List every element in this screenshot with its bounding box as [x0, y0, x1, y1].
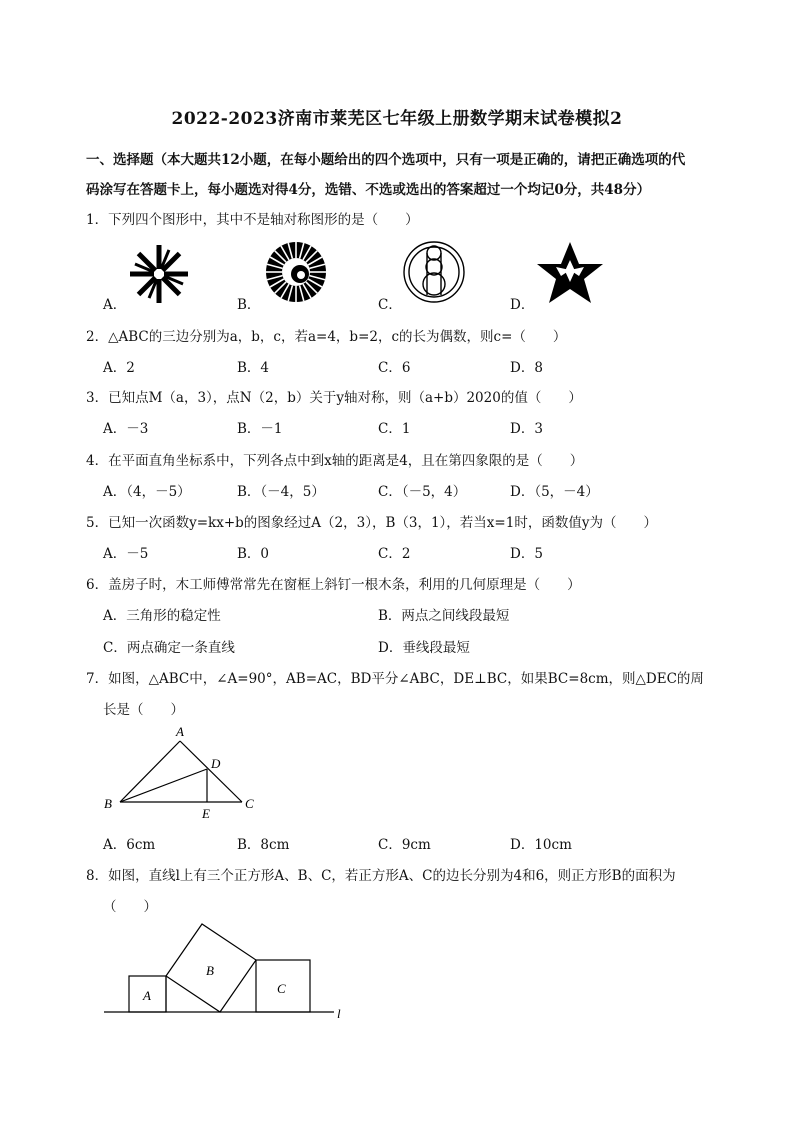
question-5-option-d[interactable]: D．5 [510, 546, 543, 562]
question-2-option-c[interactable]: C．6 [378, 360, 411, 376]
figure-1c-circles-icon [402, 240, 466, 304]
question-2-stem: 2．△ABC的三边分别为a，b，c，若a=4，b=2，c的长为偶数，则c=（ ） [86, 329, 567, 345]
figure-1a-sunburst-icon [128, 243, 190, 305]
section-header-line1: 一、选择题（本大题共12小题，在每小题给出的四个选项中，只有一项是正确的，请把正确选项的代 [86, 152, 686, 168]
figure-1b-spiral-icon [264, 240, 328, 304]
section-header-line2: 码涂写在答题卡上，每小题选对得4分，选错、不选或选出的答案超过一个均记0分，共48分） [86, 182, 651, 198]
question-3-option-b[interactable]: B．－1 [237, 421, 283, 437]
question-1-option-b[interactable]: B． [237, 297, 261, 313]
q7-label-b: B [104, 796, 112, 811]
question-2-option-a[interactable]: A．2 [103, 360, 135, 376]
page-title: 2022-2023济南市莱芜区七年级上册数学期末试卷模拟2 [171, 109, 623, 129]
question-7-option-b[interactable]: B．8cm [237, 837, 290, 853]
question-1-option-d[interactable]: D． [510, 297, 535, 313]
question-7-triangle-figure [96, 722, 266, 822]
question-3-option-d[interactable]: D．3 [510, 421, 543, 437]
question-8-stem-line2: （ ） [103, 899, 157, 915]
question-6-option-b[interactable]: B．两点之间线段最短 [378, 608, 510, 624]
q7-label-d: D [211, 756, 221, 771]
question-7-option-d[interactable]: D．10cm [510, 837, 572, 853]
question-6-option-d[interactable]: D．垂线段最短 [378, 640, 470, 656]
question-8-stem-line1: 8．如图，直线l上有三个正方形A、B、C，若正方形A、C的边长分别为4和6，则正方形B的面积为 [86, 868, 676, 884]
question-3-stem: 3．已知点M（a，3），点N（2，b）关于y轴对称，则（a+b）2020的值（ ） [86, 390, 582, 406]
q8-label-c: C [277, 981, 286, 996]
question-3-option-c[interactable]: C．1 [378, 421, 411, 437]
q7-label-e: E [202, 806, 210, 821]
q8-label-b: B [206, 963, 214, 978]
question-1-option-a[interactable]: A． [103, 297, 127, 313]
q7-label-c: C [245, 796, 254, 811]
question-6-option-c[interactable]: C．两点确定一条直线 [103, 640, 235, 656]
question-5-stem: 5．已知一次函数y=kx+b的图象经过A（2，3），B（3，1），若当x=1时，函数值y为（ ） [86, 515, 657, 531]
question-8-squares-figure [96, 910, 356, 1025]
question-7-option-c[interactable]: C．9cm [378, 837, 431, 853]
question-4-stem: 4．在平面直角坐标系中，下列各点中到x轴的距离是4，且在第四象限的是（ ） [86, 453, 584, 469]
question-3-option-a[interactable]: A．－3 [103, 421, 149, 437]
question-1-option-c[interactable]: C． [378, 297, 402, 313]
question-5-option-a[interactable]: A．－5 [103, 546, 149, 562]
q8-label-a: A [143, 988, 151, 1003]
question-6-stem: 6．盖房子时，木工师傅常常先在窗框上斜钉一根木条，利用的几何原理是（ ） [86, 577, 581, 593]
question-4-option-c[interactable]: C．（－5，4） [378, 484, 467, 500]
question-7-option-a[interactable]: A．6cm [103, 837, 156, 853]
question-6-option-a[interactable]: A．三角形的稳定性 [103, 608, 221, 624]
figure-1d-star-icon [535, 240, 605, 306]
question-4-option-b[interactable]: B．（－4，5） [237, 484, 325, 500]
question-4-option-a[interactable]: A．（4，－5） [103, 484, 191, 500]
question-2-option-b[interactable]: B．4 [237, 360, 270, 376]
question-7-stem-line1: 7．如图，△ABC中，∠A=90°，AB=AC，BD平分∠ABC，DE⊥BC，如果BC=8cm，则△DEC的周 [86, 671, 704, 687]
question-4-option-d[interactable]: D．（5，－4） [510, 484, 599, 500]
question-5-option-c[interactable]: C．2 [378, 546, 411, 562]
question-7-stem-line2: 长是（ ） [103, 702, 184, 718]
q8-label-l: l [337, 1006, 341, 1021]
question-2-option-d[interactable]: D．8 [510, 360, 543, 376]
question-1-stem: 1．下列四个图形中，其中不是轴对称图形的是（ ） [86, 212, 419, 228]
q7-label-a: A [176, 724, 184, 739]
question-5-option-b[interactable]: B．0 [237, 546, 270, 562]
